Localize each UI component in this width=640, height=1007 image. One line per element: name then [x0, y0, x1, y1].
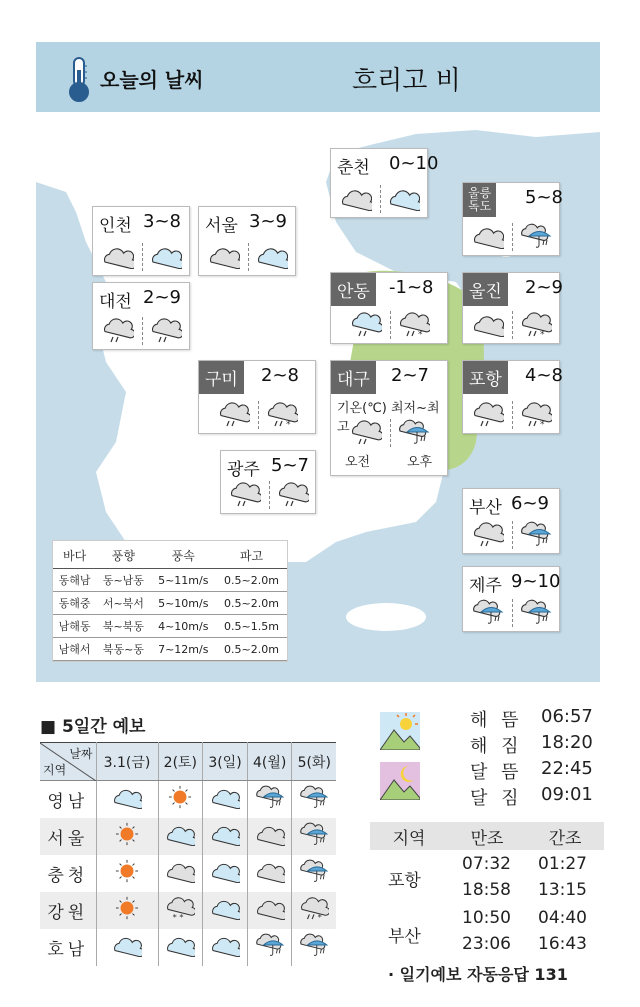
city-card-daegu — [330, 360, 448, 476]
cloud-rain-icon — [472, 401, 504, 431]
city-card-gumi — [198, 360, 316, 434]
city-name: 춘천 — [337, 158, 370, 178]
forecast-region: 영남 — [40, 781, 96, 818]
tide-header-region: 지역 — [392, 828, 426, 849]
partly-cloudy-icon — [203, 892, 248, 929]
sea-area: 남해서 — [53, 638, 96, 661]
tide-low-time: 01:27 — [538, 854, 587, 874]
rain-umbrella-icon — [247, 929, 292, 966]
am-pm-divider — [512, 311, 513, 339]
wind-speed: 5~11m/s — [151, 569, 216, 592]
cloud-rain-icon — [218, 401, 250, 431]
cloud-rain-icon — [472, 521, 504, 551]
city-card-gwangju — [220, 450, 316, 514]
cloud-icon — [340, 185, 372, 215]
rain-umbrella-icon — [292, 929, 336, 966]
cloud-rain-icon — [277, 481, 309, 511]
city-temperature: 6~9 — [511, 493, 549, 514]
city-temperature: 0~10 — [389, 153, 439, 174]
tide-high-time: 10:50 — [462, 908, 511, 928]
five-day-forecast-table — [40, 742, 336, 966]
forecast-day: 2(토) — [158, 743, 203, 781]
sun-icon — [96, 855, 158, 892]
sunset-time: 18:20 — [541, 732, 593, 753]
forecast-row — [40, 892, 336, 929]
tide-table — [370, 822, 604, 962]
forecast-day: 4(월) — [247, 743, 292, 781]
tide-header-low: 간조 — [548, 828, 582, 849]
city-temperature: 2~9 — [143, 287, 181, 308]
am-pm-divider — [512, 401, 513, 429]
cloud-icon — [102, 243, 134, 273]
city-card-pohang — [462, 360, 563, 434]
city-temperature: 5~8 — [525, 187, 563, 208]
cloud-icon — [208, 243, 240, 273]
weather-hotline: · 일기예보 자동응답 131 — [388, 965, 568, 984]
cloud-icon — [247, 818, 292, 855]
sea-area: 동해중 — [53, 592, 96, 615]
am-pm-divider — [380, 185, 381, 213]
wind-direction: 동~남동 — [96, 569, 150, 592]
wind-direction: 북~북동 — [96, 615, 150, 638]
rain-umbrella-icon — [247, 781, 292, 818]
partly-cloudy-icon — [203, 781, 248, 818]
am-pm-divider — [512, 223, 513, 251]
am-pm-divider — [390, 311, 391, 339]
sea-header-sea: 바다 — [53, 541, 96, 569]
rain-umbrella-icon — [292, 818, 336, 855]
rain-umbrella-icon — [520, 521, 552, 551]
city-temperature: 3~9 — [249, 211, 287, 232]
city-card-uljin — [462, 272, 563, 344]
today-weather-title: 오늘의 날씨 — [100, 68, 204, 92]
cloud-icon — [472, 311, 504, 341]
sea-row — [53, 615, 287, 638]
city-name: 포항 — [463, 361, 508, 394]
sea-row — [53, 638, 287, 661]
wave-height: 0.5~2.0m — [216, 592, 287, 615]
rain-umbrella-icon — [520, 599, 552, 629]
cloud-rain-icon — [150, 317, 182, 347]
am-pm-divider — [269, 481, 270, 509]
cloud-rain-snow-icon — [398, 311, 430, 341]
rain-umbrella-icon — [292, 855, 336, 892]
partly-cloudy-icon — [158, 929, 203, 966]
tide-low-time: 04:40 — [538, 908, 587, 928]
sea-area: 동해남 — [53, 569, 96, 592]
partly-cloudy-icon — [203, 818, 248, 855]
partly-cloudy-icon — [150, 243, 182, 273]
sea-conditions-table — [52, 540, 288, 662]
cloud-icon — [247, 855, 292, 892]
am-pm-divider — [142, 317, 143, 345]
forecast-row — [40, 855, 336, 892]
wave-height: 0.5~2.0m — [216, 569, 287, 592]
partly-cloudy-icon — [158, 818, 203, 855]
city-name: 대전 — [99, 292, 132, 312]
moonset-time: 09:01 — [541, 784, 593, 805]
am-pm-divider — [248, 243, 249, 271]
sunrise-time: 06:57 — [541, 706, 593, 727]
forecast-row — [40, 781, 336, 818]
am-pm-divider — [142, 243, 143, 271]
forecast-corner — [40, 743, 96, 781]
temperature-legend: 기온(℃) 최저~최고 — [337, 401, 440, 435]
wind-speed: 4~10m/s — [151, 615, 216, 638]
corner-date-label: 날짜 — [69, 747, 93, 761]
moonrise-time: 22:45 — [541, 758, 593, 779]
tide-low-time: 16:43 — [538, 934, 587, 954]
tide-row — [370, 850, 604, 906]
sunset-label: 해 짐 — [470, 736, 523, 757]
tide-header-high: 만조 — [470, 828, 504, 849]
city-name: 울릉 독도 — [463, 183, 496, 217]
city-name: 안동 — [331, 273, 376, 306]
sun-icon — [96, 818, 158, 855]
city-card-incheon — [92, 206, 190, 276]
am-pm-divider — [258, 401, 259, 429]
partly-cloudy-icon — [203, 855, 248, 892]
city-temperature: 4~8 — [525, 365, 563, 386]
cloud-rain-icon — [102, 317, 134, 347]
forecast-region: 충청 — [40, 855, 96, 892]
cloud-rain-snow-icon — [520, 401, 552, 431]
forecast-region: 호남 — [40, 929, 96, 966]
cloud-icon — [158, 855, 203, 892]
city-name: 제주 — [469, 576, 502, 596]
city-card-daejeon — [92, 282, 190, 350]
city-card-seoul — [198, 206, 296, 276]
sea-header-wind-speed: 풍속 — [151, 541, 216, 569]
forecast-day: 3.1(금) — [96, 743, 158, 781]
forecast-day: 3(일) — [203, 743, 248, 781]
city-temperature: 2~7 — [391, 365, 429, 386]
am-label: 오전 — [345, 455, 371, 470]
city-card-ulleung — [462, 182, 563, 256]
corner-region-label: 지역 — [43, 763, 67, 777]
sea-area: 남해동 — [53, 615, 96, 638]
forecast-row — [40, 818, 336, 855]
am-pm-divider — [512, 521, 513, 549]
tide-high-time: 07:32 — [462, 854, 511, 874]
cloud-icon — [247, 892, 292, 929]
am-pm-divider — [512, 599, 513, 627]
rain-umbrella-icon — [472, 599, 504, 629]
partly-cloudy-icon — [203, 929, 248, 966]
cloud-snow-icon — [158, 892, 203, 929]
cloud-rain-snow-icon — [520, 311, 552, 341]
cloud-rain-snow-icon — [266, 401, 298, 431]
sea-header-wave-height: 파고 — [216, 541, 287, 569]
sun-icon — [158, 781, 203, 818]
tide-high-time: 23:06 — [462, 934, 511, 954]
partly-cloudy-icon — [96, 929, 158, 966]
tide-row — [370, 906, 604, 962]
city-temperature: 2~8 — [261, 365, 299, 386]
city-card-jeju — [462, 566, 560, 632]
main-weather-title: 흐리고 비 — [352, 66, 461, 96]
tide-low-time: 13:15 — [538, 880, 587, 900]
city-temperature: -1~8 — [389, 277, 434, 298]
wind-speed: 7~12m/s — [151, 638, 216, 661]
tide-region: 부산 — [388, 927, 421, 947]
sea-row — [53, 569, 287, 592]
city-temperature: 9~10 — [511, 571, 561, 592]
city-card-andong — [330, 272, 448, 344]
cloud-icon — [472, 223, 504, 253]
city-name: 부산 — [469, 498, 502, 518]
wind-direction: 서~북서 — [96, 592, 150, 615]
partly-cloudy-icon — [388, 185, 420, 215]
svg-text:*: * — [418, 330, 423, 337]
city-name: 구미 — [199, 361, 244, 394]
wind-speed: 5~10m/s — [151, 592, 216, 615]
forecast-row — [40, 929, 336, 966]
sea-header-wind-direction: 풍향 — [96, 541, 150, 569]
moon-mountain-icon — [380, 762, 420, 800]
city-name: 울진 — [463, 273, 508, 306]
wind-direction: 북동~동 — [96, 638, 150, 661]
tide-high-time: 18:58 — [462, 880, 511, 900]
city-card-busan — [462, 488, 560, 554]
city-card-chuncheon — [330, 148, 439, 218]
partly-cloudy-icon — [256, 243, 288, 273]
partly-cloudy-rain-icon — [350, 311, 382, 341]
cloud-rain-snow-icon — [292, 892, 336, 929]
city-temperature: 2~9 — [525, 277, 563, 298]
forecast-day: 5(화) — [292, 743, 336, 781]
svg-text:*: * — [540, 330, 545, 337]
rain-umbrella-icon — [520, 223, 552, 253]
city-name: 광주 — [227, 460, 260, 480]
city-name: 대구 — [331, 361, 376, 394]
svg-text:*: * — [286, 420, 291, 427]
city-temperature: 3~8 — [143, 211, 181, 232]
svg-text:* *: * * — [172, 912, 184, 920]
moonset-label: 달 짐 — [470, 788, 523, 809]
tide-region: 포항 — [388, 871, 421, 891]
wave-height: 0.5~1.5m — [216, 615, 287, 638]
pm-label: 오후 — [407, 455, 433, 470]
svg-text:*: * — [317, 912, 323, 920]
wave-height: 0.5~2.0m — [216, 638, 287, 661]
sun-icon — [96, 892, 158, 929]
sunrise-label: 해 뜸 — [470, 710, 523, 731]
partly-cloudy-icon — [96, 781, 158, 818]
cloud-rain-icon — [229, 481, 261, 511]
forecast-region: 강원 — [40, 892, 96, 929]
rain-umbrella-icon — [292, 781, 336, 818]
city-temperature: 5~7 — [271, 455, 309, 476]
city-name: 서울 — [205, 216, 238, 236]
svg-text:*: * — [540, 420, 545, 427]
five-day-forecast-title: ■ 5일간 예보 — [40, 717, 146, 737]
sunrise-mountain-icon — [380, 712, 420, 750]
forecast-region: 서울 — [40, 818, 96, 855]
sea-row — [53, 592, 287, 615]
moonrise-label: 달 뜸 — [470, 762, 523, 783]
city-name: 인천 — [99, 216, 132, 236]
